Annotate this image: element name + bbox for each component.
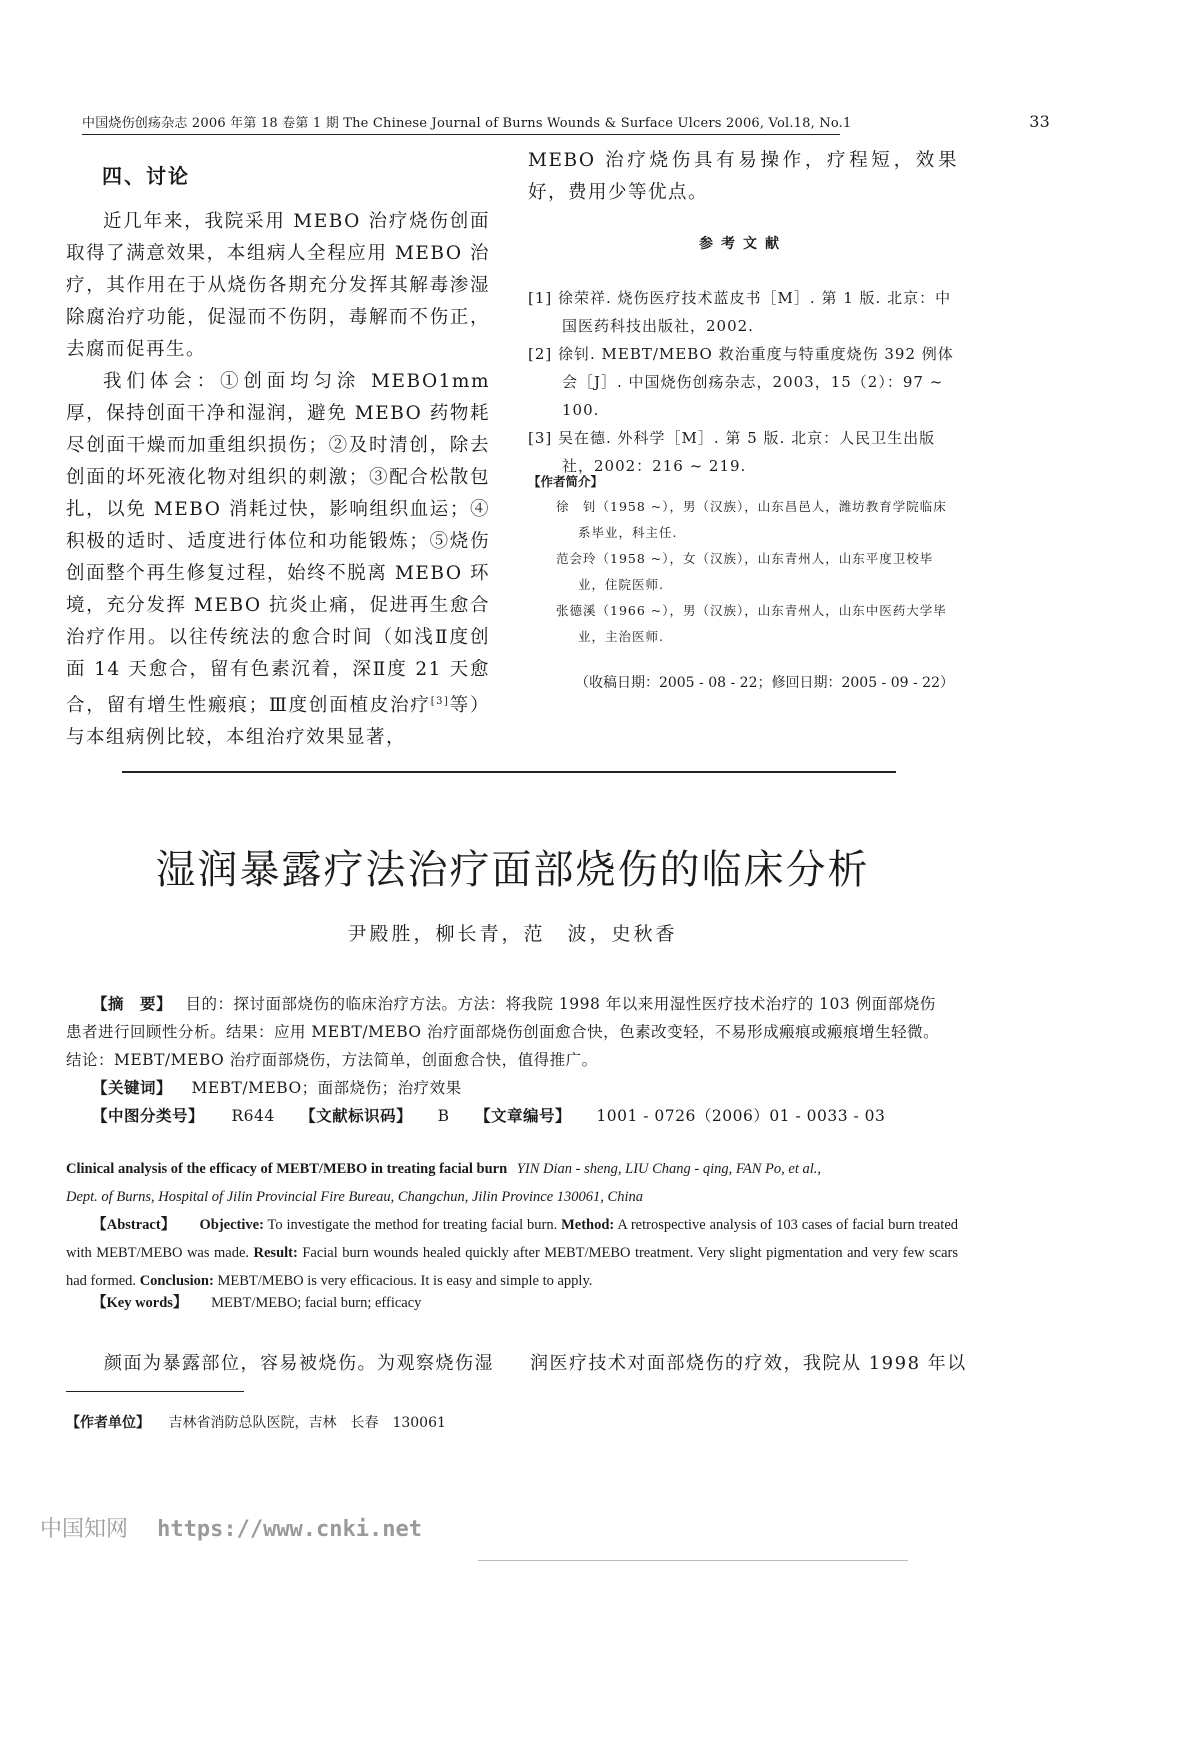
doc-code-label: 【文献标识码】 (300, 1106, 413, 1125)
header-rule (82, 134, 840, 135)
article-authors: 尹殿胜，柳长青，范 波，史秋香 (347, 923, 678, 945)
footnote-text: 吉林省消防总队医院，吉林 长春 130061 (168, 1415, 446, 1431)
cnki-url: https://www.cnki.net (157, 1517, 423, 1542)
conclusion-text: MEBT/MEBO is very efficacious. It is easy and simple to apply. (217, 1273, 593, 1289)
running-header (82, 112, 1050, 131)
author-intro (528, 494, 958, 650)
english-keywords-label: 【Key words】 (92, 1295, 188, 1311)
article-number-label: 【文章编号】 (474, 1106, 571, 1125)
article-divider (122, 771, 896, 773)
article-title: 湿润暴露疗法治疗面部烧伤的临床分析 (155, 847, 870, 893)
journal-header: 中国烧伤创疡杂志 2006 年第 18 卷第 1 期 The Chinese Journal of Burns Wounds & Surface Ulcers 2006, Vol.18, No.1 (82, 116, 852, 131)
reference-3: [3] 吴在德. 外科学［M］. 第 5 版. 北京：人民卫生出版社，2002：216 ~ 219. (528, 429, 936, 475)
paragraph-2-text: 我们体会：①创面均匀涂 MEBO1mm 厚，保持创面干净和湿润，避免 MEBO 药物耗尽创面干燥而加重组织损伤；②及时清创，除去创面的坏死液化物对组织的刺激；③配合松散包扎，以免 MEBO 消耗过快，影响组织血运；④积极的适时、适度进行体位和功能锻炼；⑤烧伤创面整个再生修复过程，始终不脱离 MEBO 环境，充分发挥 MEBO 抗炎止痛，促进再生愈合治疗作用。以往传统法的愈合时间（如浅Ⅱ度创面 14 天愈合，留有色素沉着，深Ⅱ度 21 天愈合，留有增生性瘢痕；Ⅲ度创面植皮治疗 (66, 371, 490, 717)
paragraph-2 (66, 366, 490, 754)
english-abstract (66, 1211, 958, 1295)
citation-3: [3] (430, 696, 450, 707)
author-bio-1: 徐 钊（1958 ~），男（汉族），山东昌邑人，潍坊教育学院临床 系毕业，科主任. (556, 499, 947, 540)
author-bio-2: 范会玲（1958 ~），女（汉族），山东青州人，山东平度卫校毕 业，住院医师. (556, 551, 934, 592)
abstract-line-1: 目的：探讨面部烧伤的临床治疗方法。方法：将我院 1998 年以来用湿性医疗技术治疗的 103 例面部烧伤 (185, 995, 936, 1013)
objective-label: Objective: (199, 1217, 264, 1233)
body-start-left: 颜面为暴露部位，容易被烧伤。为观察烧伤湿 (104, 1353, 494, 1374)
result-text: Facial burn wounds healed quickly after MEBT/MEBO treatment. Very slight pigmentation and very few scars had formed. (66, 1245, 959, 1289)
references-list (528, 284, 958, 480)
english-title-block (66, 1155, 958, 1211)
keywords-label: 【关键词】 (92, 1078, 173, 1097)
english-keywords: MEBT/MEBO; facial burn; efficacy (211, 1295, 422, 1311)
body-start-right: 润医疗技术对面部烧伤的疗效，我院从 1998 年以 (530, 1353, 967, 1374)
chinese-abstract (66, 990, 958, 1130)
method-text: A retrospective analysis of 103 cases of facial burn treated with MEBT/MEBO was made. (66, 1217, 958, 1261)
received-dates: （收稿日期：2005 - 08 - 22；修回日期：2005 - 09 - 22） (574, 675, 954, 691)
class-number-label: 【中图分类号】 (92, 1106, 205, 1125)
method-label: Method: (561, 1217, 615, 1233)
english-affiliation: Dept. of Burns, Hospital of Jilin Provincial Fire Bureau, Changchun, Jilin Province 130061, China (66, 1189, 643, 1205)
reference-2: [2] 徐钊. MEBT/MEBO 救治重度与特重度烧伤 392 例体会［J］. 中国烧伤创疡杂志，2003，15（2）：97 ~ 100. (528, 345, 954, 419)
english-keywords-row (92, 1289, 421, 1317)
left-column (66, 160, 490, 754)
result-label: Result: (253, 1245, 298, 1261)
english-abstract-label: 【Abstract】 (92, 1217, 176, 1233)
doc-code: B (437, 1107, 450, 1125)
keywords: MEBT/MEBO；面部烧伤；治疗效果 (191, 1079, 462, 1097)
abstract-label: 【摘 要】 (92, 994, 173, 1013)
class-number: R644 (231, 1107, 275, 1125)
paragraph-1: 近几年来，我院采用 MEBO 治疗烧伤创面取得了满意效果，本组病人全程应用 MEBO 治疗，其作用在于从烧伤各期充分发挥其解毒渗湿除腐治疗功能，促湿而不伤阴，毒解而不伤正，去腐而促再生。 (66, 211, 490, 360)
author-intro-label: 【作者简介】 (528, 474, 604, 489)
cnki-logo-text: 中国知网 (40, 1517, 129, 1542)
footnote-label: 【作者单位】 (66, 1415, 150, 1431)
page-number: 33 (1029, 112, 1050, 131)
continuation-text: MEBO 治疗烧伤具有易操作，疗程短，效果好，费用少等优点。 (528, 150, 958, 203)
bottom-rule (478, 1560, 908, 1561)
conclusion-label: Conclusion: (139, 1273, 214, 1289)
article-number: 1001 - 0726（2006）01 - 0033 - 03 (596, 1107, 886, 1125)
abstract-line-2: 患者进行回顾性分析。结果：应用 MEBT/MEBO 治疗面部烧伤创面愈合快，色素改变轻，不易形成瘢痕或瘢痕增生轻微。 (66, 1023, 940, 1041)
cnki-watermark (40, 1512, 422, 1543)
english-title: Clinical analysis of the efficacy of MEBT/MEBO in treating facial burn (66, 1161, 508, 1177)
right-column (528, 145, 958, 209)
footnote (66, 1412, 446, 1432)
author-bio-3: 张德溪（1966 ~），男（汉族），山东青州人，山东中医药大学毕 业，主治医师. (556, 603, 947, 644)
references-title: 参考文献 (699, 236, 787, 252)
footnote-rule (66, 1391, 244, 1392)
reference-1: [1] 徐荣祥. 烧伤医疗技术蓝皮书［M］. 第 1 版. 北京：中国医药科技出版社，2002. (528, 289, 952, 335)
paragraph-2-end: 等）与本组病例比较，本组治疗效果显著， (66, 695, 490, 749)
objective-text: To investigate the method for treating facial burn. (267, 1217, 558, 1233)
section-title: 四、讨论 (102, 164, 190, 188)
english-authors: YIN Dian - sheng, LIU Chang - qing, FAN Po, et al., (516, 1161, 822, 1177)
abstract-line-3: 结论：MEBT/MEBO 治疗面部烧伤，方法简单，创面愈合快，值得推广。 (66, 1051, 598, 1069)
